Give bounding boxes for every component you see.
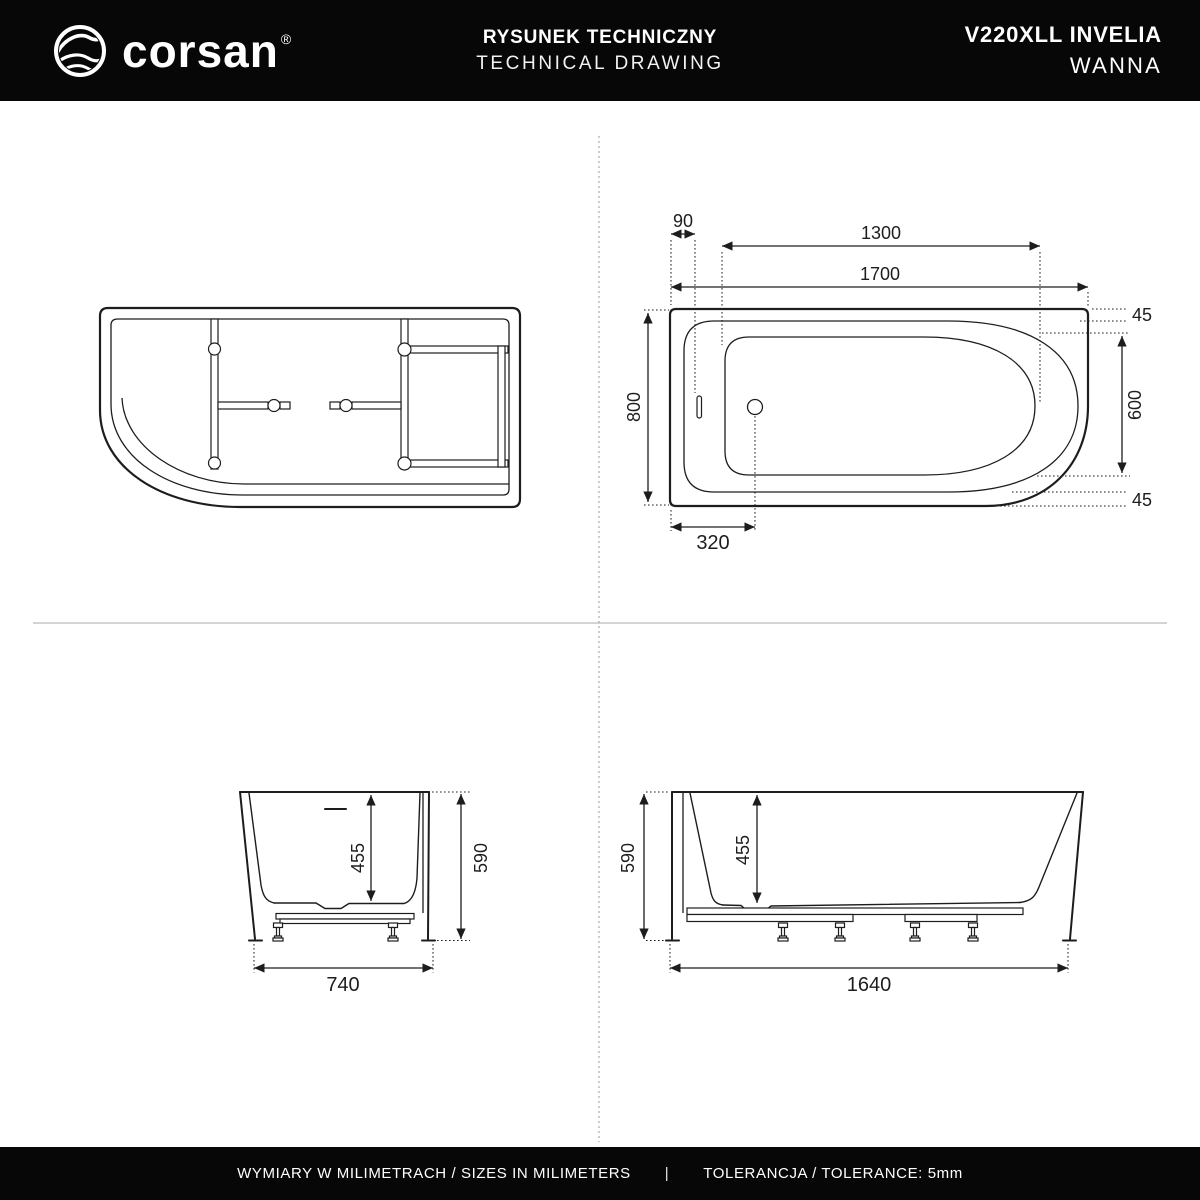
bottom-view-drawing (100, 308, 520, 507)
left-inner-wall (249, 793, 274, 903)
tub-skirt-outline (111, 319, 509, 495)
left-outer-wall (240, 792, 255, 939)
footer-bar (0, 1147, 1200, 1200)
dim-rim-edge-offset: 90 (672, 211, 694, 231)
units-note: WYMIARY W MILIMETRACH / SIZES IN MILIMETERS (237, 1165, 631, 1182)
top-plan-view-drawing (624, 211, 1152, 554)
product-info (965, 22, 1200, 79)
dim-basin-width: 600 (1125, 389, 1145, 421)
side-section-view-drawing (618, 792, 1083, 996)
right-inner-wall (1020, 793, 1077, 903)
front-section-view-drawing (240, 792, 491, 996)
front-view-dimensions (254, 792, 491, 996)
title-polish: RYSUNEK TECHNICZNY (482, 26, 718, 48)
tub-base-edge-line (122, 398, 509, 484)
dim-base-width: 740 (326, 974, 360, 996)
dim-drain-offset: 320 (696, 532, 730, 554)
dim-inner-depth: 455 (733, 834, 753, 866)
top-view-dimensions (624, 211, 1152, 554)
adjustable-foot (968, 923, 978, 941)
tolerance-note: TOLERANCJA / TOLERANCE: 5mm (703, 1165, 963, 1182)
base-board (276, 914, 414, 920)
right-inner-wall (404, 793, 420, 904)
header-bar (0, 0, 1200, 101)
registered-mark: ® (280, 31, 292, 48)
tub-basin-outline (725, 337, 1035, 475)
base-bracket-right (905, 915, 977, 922)
tub-rim-outline (684, 321, 1078, 492)
dim-inner-depth: 455 (348, 842, 368, 874)
adjustable-foot (273, 923, 283, 941)
dim-rim-bottom: 45 (1131, 490, 1153, 510)
dim-base-length: 1640 (846, 974, 892, 996)
overflow-slot (697, 396, 702, 418)
adjustable-foot (778, 923, 788, 941)
right-outer-wall (428, 792, 429, 939)
wave-icon (50, 21, 110, 81)
dim-overall-height: 590 (618, 842, 638, 874)
dim-basin-length: 1300 (860, 223, 902, 243)
title-english: TECHNICAL DRAWING (476, 52, 724, 74)
brand-name: corsan (122, 24, 279, 77)
footer-separator: | (664, 1165, 670, 1182)
dim-overall-height: 590 (471, 842, 491, 874)
product-type: WANNA (1069, 53, 1162, 78)
product-code: V220XLL INVELIA (964, 22, 1162, 47)
dim-overall-length: 1700 (859, 264, 901, 284)
dim-rim-top: 45 (1131, 305, 1153, 325)
adjustable-foot (388, 923, 398, 941)
right-outer-wall (1070, 792, 1083, 939)
support-frame (209, 319, 509, 470)
drain-hole (748, 400, 763, 415)
tub-outer-outline (670, 309, 1088, 506)
adjustable-foot (835, 923, 845, 941)
adjustable-foot (910, 923, 920, 941)
dim-overall-width: 800 (624, 391, 644, 423)
basin-floor (274, 903, 404, 909)
left-inner-wall (690, 793, 723, 905)
side-view-dimensions (618, 792, 1068, 996)
brand-logo (0, 21, 292, 81)
base-board (687, 908, 1023, 915)
base-bracket-left (687, 915, 853, 922)
